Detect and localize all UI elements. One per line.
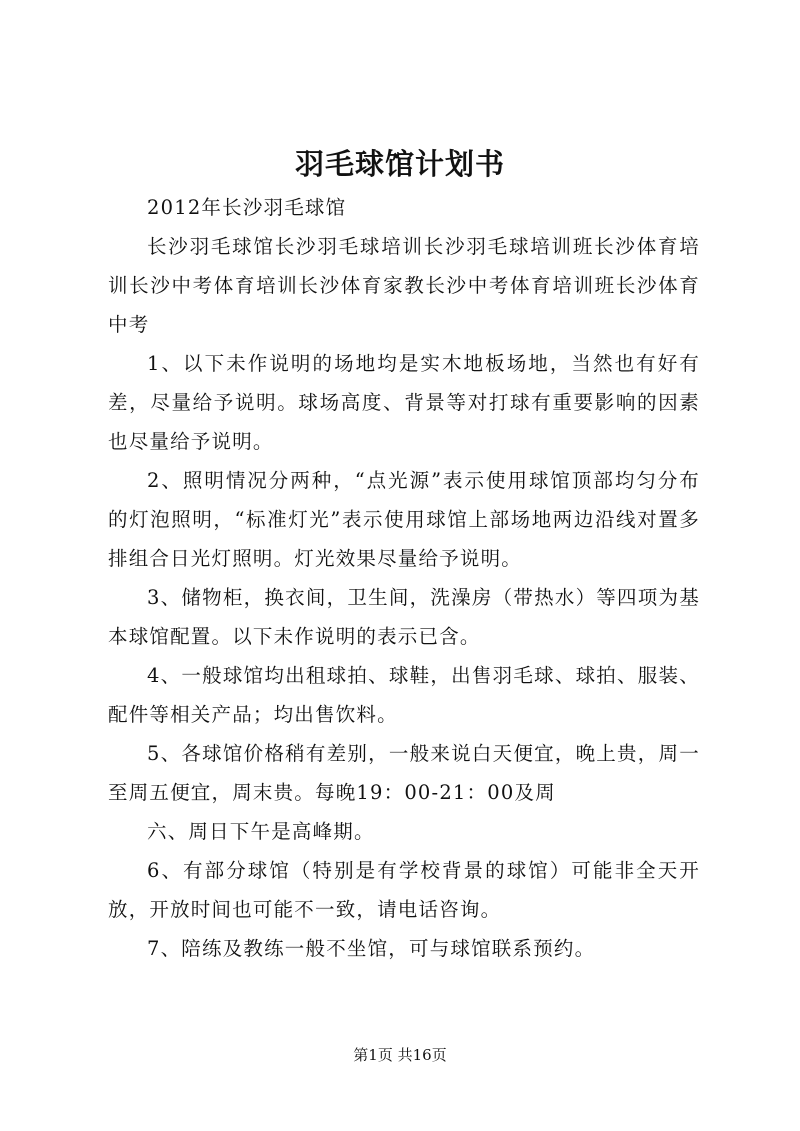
paragraph-item-7: 7、陪练及教练一般不坐馆，可与球馆联系预约。 (147, 937, 596, 960)
paragraph-item-5: 5、各球馆价格稍有差别，一般来说白天便宜，晚上贵，周一至周五便宜，周末贵。每晚19：00-21：00及周 (108, 742, 700, 804)
document-title: 羽毛球馆计划书 (294, 147, 505, 181)
paragraph-item-3: 3、储物柜，换衣间，卫生间，洗澡房（带热水）等四项为基本球馆配置。以下未作说明的表示已含。 (108, 586, 700, 648)
paragraph-item-6: 6、有部分球馆（特别是有学校背景的球馆）可能非全天开放，开放时间也可能不一致，请电话咨询。 (108, 859, 700, 921)
document-body (108, 188, 700, 968)
paragraph-keywords: 长沙羽毛球馆长沙羽毛球培训长沙羽毛球培训班长沙体育培训长沙中考体育培训长沙体育家教长沙中考体育培训班长沙体育中考 (108, 235, 700, 336)
paragraph-item-5-continued: 六、周日下午是高峰期。 (147, 820, 375, 843)
page-number-footer: 第1页 共16页 (353, 1046, 447, 1064)
paragraph-item-2: 2、照明情况分两种，“点光源”表示使用球馆顶部均匀分布的灯泡照明，“标准灯光”表示使用球馆上部场地两边沿线对置多排组合日光灯照明。灯光效果尽量给予说明。 (108, 469, 700, 570)
paragraph-item-1: 1、以下未作说明的场地均是实木地板场地，当然也有好有差，尽量给予说明。球场高度、背景等对打球有重要影响的因素也尽量给予说明。 (108, 352, 700, 453)
paragraph-subtitle: 2012年长沙羽毛球馆 (147, 196, 347, 219)
paragraph-item-4: 4、一般球馆均出租球拍、球鞋，出售羽毛球、球拍、服装、配件等相关产品；均出售饮料。 (108, 664, 700, 726)
